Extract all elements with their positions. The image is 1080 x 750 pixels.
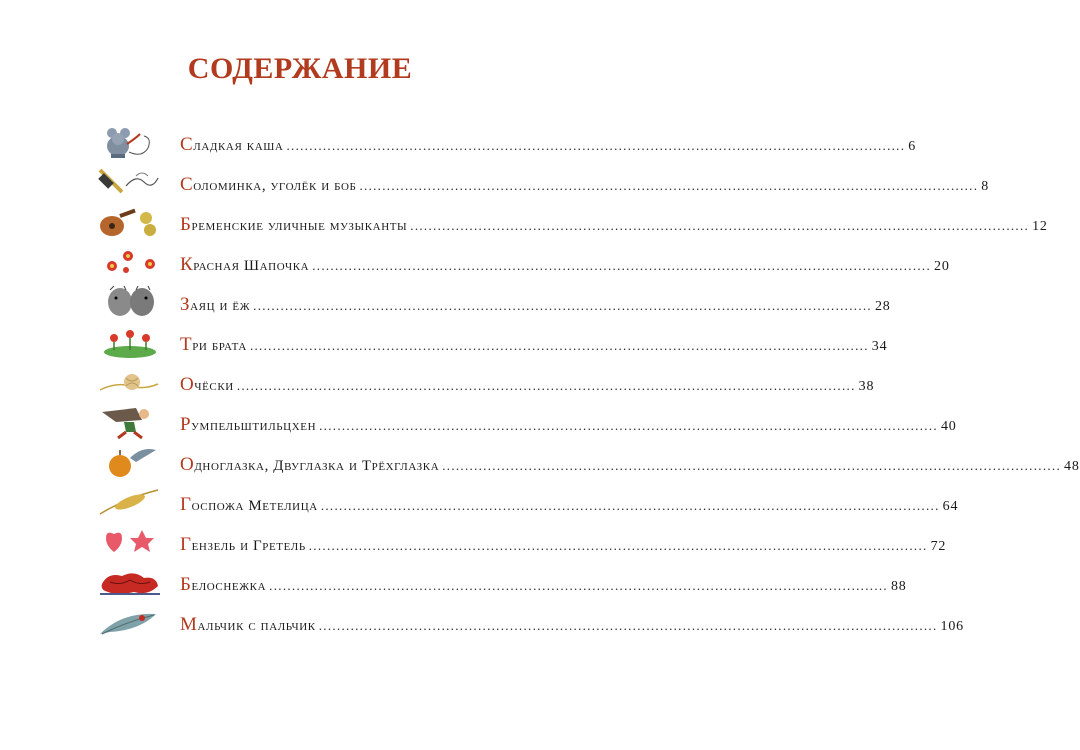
entry-title: Гензель и Гретель bbox=[180, 534, 306, 555]
leader-dots: ........................................................................................................................................ bbox=[312, 258, 932, 273]
flowers-icon bbox=[96, 244, 164, 280]
page-number: 12 bbox=[1032, 219, 1048, 234]
toc-row[interactable] bbox=[96, 404, 957, 440]
page-number: 34 bbox=[871, 339, 888, 354]
running-man-icon bbox=[96, 404, 164, 440]
leader-dots: ........................................................................................................................................ bbox=[249, 338, 869, 353]
leader-dots: ........................................................................................................................................ bbox=[318, 618, 938, 633]
entry-title: Белоснежка bbox=[180, 574, 267, 595]
page-number: 40 bbox=[940, 419, 957, 434]
leader-dots: ........................................................................................................................................ bbox=[319, 418, 938, 433]
straw-icon bbox=[96, 164, 164, 200]
toc-row[interactable] bbox=[96, 524, 947, 560]
toc-row[interactable] bbox=[96, 284, 891, 320]
apple-icon bbox=[96, 444, 164, 480]
page-number: 8 bbox=[981, 179, 990, 194]
leader-dots: ........................................................................................................................................ bbox=[442, 458, 1062, 473]
entry-title: Одноглазка, Двуглазка и Трёхглазка bbox=[180, 454, 440, 475]
entry-title: Красная Шапочка bbox=[180, 254, 310, 275]
page-number: 6 bbox=[908, 139, 917, 154]
feather-icon bbox=[96, 604, 164, 640]
toc-row[interactable] bbox=[96, 604, 964, 640]
mouse-icon bbox=[96, 124, 164, 160]
spindle-icon bbox=[96, 484, 164, 520]
page-number: 48 bbox=[1064, 459, 1080, 474]
toc-row[interactable] bbox=[96, 204, 1048, 240]
toc-row[interactable] bbox=[96, 444, 1080, 480]
page-number: 20 bbox=[934, 259, 950, 274]
hedgehog-icon bbox=[96, 284, 164, 320]
red-cloth-icon bbox=[96, 564, 164, 600]
toc-row[interactable] bbox=[96, 484, 959, 520]
toc-row[interactable] bbox=[96, 324, 888, 360]
leader-dots: ........................................................................................................................................ bbox=[320, 498, 940, 513]
entry-title: Очёски bbox=[180, 374, 234, 395]
leader-dots: ........................................................................................................................................ bbox=[236, 378, 856, 393]
toc-row[interactable] bbox=[96, 244, 950, 280]
entry-title: Заяц и ёж bbox=[180, 294, 251, 315]
entry-title: Румпельштильцхен bbox=[180, 414, 317, 435]
gingerbread-icon bbox=[96, 524, 164, 560]
page-number: 28 bbox=[874, 299, 891, 314]
leader-dots: ........................................................................................................................................ bbox=[269, 578, 888, 593]
entry-title: Соломинка, уголёк и боб bbox=[180, 174, 357, 195]
toc-row[interactable] bbox=[96, 564, 907, 600]
lute-icon bbox=[96, 204, 164, 240]
page-number: 106 bbox=[940, 619, 964, 634]
page-number: 38 bbox=[858, 379, 875, 394]
meadow-icon bbox=[96, 324, 164, 360]
toc-row[interactable] bbox=[96, 164, 990, 200]
entry-title: Госпожа Метелица bbox=[180, 494, 318, 515]
leader-dots: ........................................................................................................................................ bbox=[286, 138, 906, 153]
page-number: 72 bbox=[930, 539, 947, 554]
leader-dots: ........................................................................................................................................ bbox=[410, 218, 1030, 233]
entry-title: Сладкая каша bbox=[180, 134, 284, 155]
page-title: СОДЕРЖАНИЕ bbox=[187, 52, 413, 85]
toc-row[interactable] bbox=[96, 124, 917, 160]
leader-dots: ........................................................................................................................................ bbox=[359, 178, 979, 193]
page-number: 64 bbox=[942, 499, 959, 514]
yarn-icon bbox=[96, 364, 164, 400]
leader-dots: ........................................................................................................................................ bbox=[308, 538, 928, 553]
toc-row[interactable] bbox=[96, 364, 875, 400]
entry-title: Три брата bbox=[180, 334, 247, 355]
page-number: 88 bbox=[890, 579, 907, 594]
entry-title: Бременские уличные музыканты bbox=[180, 214, 408, 235]
entry-title: Мальчик с пальчик bbox=[180, 614, 316, 635]
leader-dots: ........................................................................................................................................ bbox=[253, 298, 872, 313]
